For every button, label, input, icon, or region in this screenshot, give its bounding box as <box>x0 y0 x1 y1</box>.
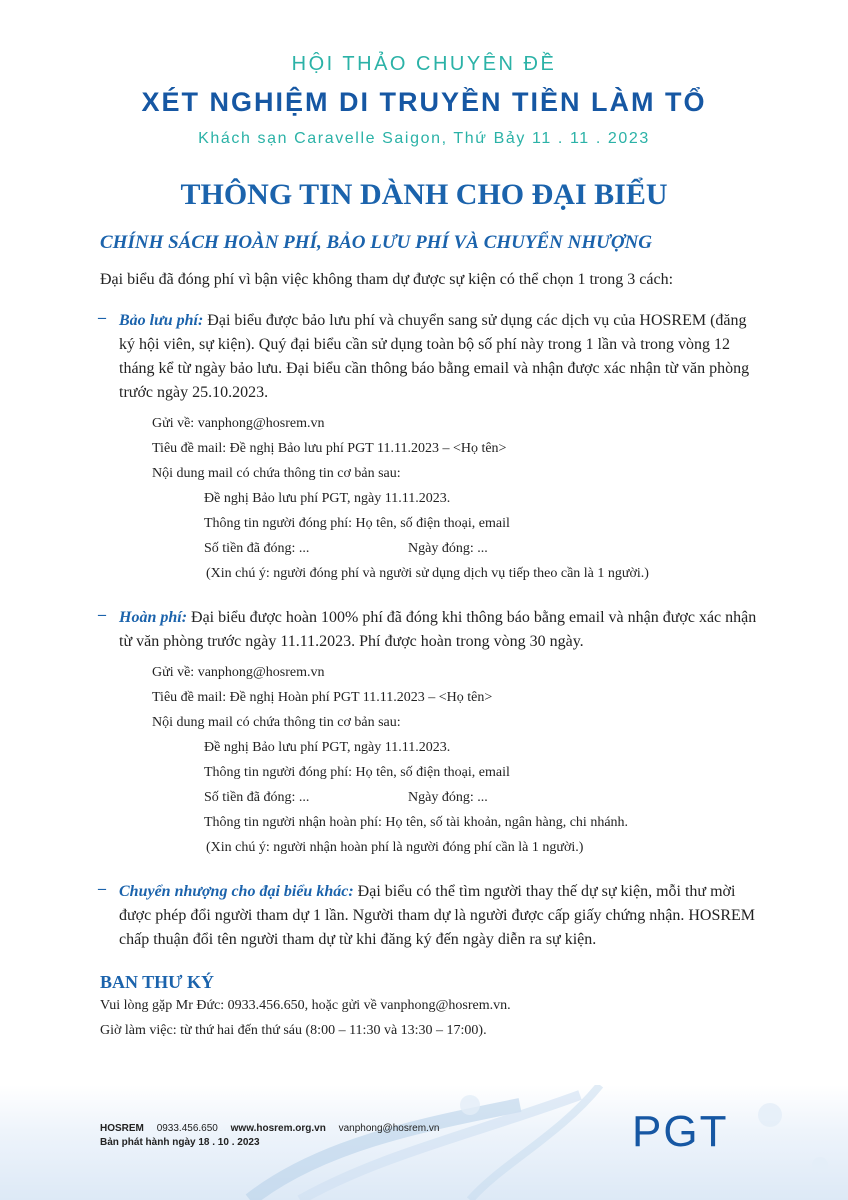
footer-phone: 0933.456.650 <box>156 1123 218 1134</box>
footer-org: HOSREM <box>100 1123 144 1134</box>
policy-intro: Đại biểu đã đóng phí vì bận việc không tham dự được sự kiện có thể chọn 1 trong 3 cách: <box>100 271 674 288</box>
refund-subject: Tiêu đề mail: Đề nghị Hoàn phí PGT 11.11.2023 – <Họ tên> <box>152 690 493 705</box>
refund-date: Ngày đóng: ... <box>408 790 488 805</box>
option-refund-text: Đại biểu được hoàn 100% phí đã đóng khi thông báo bằng email và nhận được xác nhận từ văn phòng trước ngày 11.11.2023. Phí được hoàn trong vòng 30 ngày. <box>119 609 757 650</box>
secretariat-heading: BAN THƯ KÝ <box>100 972 215 992</box>
dash-bullet: – <box>98 606 106 623</box>
pgt-logo: PGT <box>632 1107 729 1156</box>
secretariat-hours: Giờ làm việc: từ thứ hai đến thứ sáu (8:00 – 11:30 và 13:30 – 17:00). <box>100 1023 487 1038</box>
option-transfer <box>100 880 760 952</box>
main-content <box>100 232 760 1043</box>
event-venue-date: Khách sạn Caravelle Saigon, Thứ Bảy 11 . 11 . 2023 <box>198 130 650 147</box>
option-refund <box>100 606 760 860</box>
option-reserve-text: Đại biểu được bảo lưu phí và chuyển sang sử dụng các dịch vụ của HOSREM (đăng ký hội viên, sự kiện). Quý đại biểu cần sử dụng toàn bộ số phí này trong 1 lần và trong vòng 12 tháng kể từ ngày bảo lưu. Đại biểu cần thông báo bằng email và nhận được xác nhận từ văn phòng trước ngày 25.10.2023. <box>119 312 750 401</box>
refund-send-to: Gửi về: vanphong@hosrem.vn <box>152 665 325 680</box>
event-type: HỘI THẢO CHUYÊN ĐỀ <box>291 53 557 75</box>
option-reserve <box>100 309 760 586</box>
secretariat-contact: Vui lòng gặp Mr Đức: 0933.456.650, hoặc gửi về vanphong@hosrem.vn. <box>100 998 511 1013</box>
refund-content-intro: Nội dung mail có chứa thông tin cơ bản sau: <box>152 715 401 730</box>
reserve-date: Ngày đóng: ... <box>408 541 488 556</box>
policy-heading: CHÍNH SÁCH HOÀN PHÍ, BẢO LƯU PHÍ VÀ CHUYỂN NHƯỢNG <box>100 232 653 253</box>
footer-email-link[interactable]: vanphong@hosrem.vn <box>338 1123 440 1134</box>
reserve-payment-row <box>204 536 760 561</box>
refund-note: (Xin chú ý: người nhận hoàn phí là người đóng phí cần là 1 người.) <box>206 840 584 855</box>
refund-content-line: Đề nghị Bảo lưu phí PGT, ngày 11.11.2023. <box>204 740 451 755</box>
reserve-content-line: Thông tin người đóng phí: Họ tên, số điện thoại, email <box>204 516 510 531</box>
reserve-send-to: Gửi về: vanphong@hosrem.vn <box>152 416 325 431</box>
refund-mail-details <box>152 660 760 860</box>
footer-release-date: Bản phát hành ngày 18 . 10 . 2023 <box>100 1137 260 1148</box>
option-reserve-label: Bảo lưu phí: <box>119 312 204 329</box>
reserve-note: (Xin chú ý: người đóng phí và người sử dụng dịch vụ tiếp theo cần là 1 người.) <box>206 566 649 581</box>
refund-amount: Số tiền đã đóng: ... <box>204 790 310 805</box>
event-header <box>0 50 848 150</box>
footer-website-link[interactable]: www.hosrem.org.vn <box>230 1123 326 1134</box>
reserve-subject: Tiêu đề mail: Đề nghị Bảo lưu phí PGT 11.11.2023 – <Họ tên> <box>152 441 507 456</box>
dash-bullet: – <box>98 309 106 326</box>
event-title: XÉT NGHIỆM DI TRUYỀN TIỀN LÀM TỔ <box>141 87 707 117</box>
reserve-content-intro: Nội dung mail có chứa thông tin cơ bản sau: <box>152 466 401 481</box>
reserve-content-line: Đề nghị Bảo lưu phí PGT, ngày 11.11.2023. <box>204 491 451 506</box>
option-refund-label: Hoàn phí: <box>119 609 188 626</box>
dash-bullet: – <box>98 880 106 897</box>
reserve-amount: Số tiền đã đóng: ... <box>204 541 310 556</box>
option-transfer-text: Đại biểu có thể tìm người thay thế dự sự kiện, mỗi thư mời được phép đổi người tham dự 1 lần. Người tham dự là người được cấp giấy chứng nhận. HOSREM chấp thuận đổi tên người tham dự từ khi đăng ký đến ngày diễn ra sự kiện. <box>119 883 756 948</box>
refund-payment-row <box>204 785 760 810</box>
refund-content-line: Thông tin người đóng phí: Họ tên, số điện thoại, email <box>204 765 510 780</box>
page-footer <box>0 1085 848 1200</box>
refund-content-line: Thông tin người nhận hoàn phí: Họ tên, số tài khoản, ngân hàng, chi nhánh. <box>204 815 629 830</box>
footer-contact-line <box>100 1123 449 1134</box>
option-transfer-label: Chuyển nhượng cho đại biểu khác: <box>119 883 354 900</box>
page-title: THÔNG TIN DÀNH CHO ĐẠI BIỂU <box>180 178 668 211</box>
reserve-mail-details <box>152 411 760 586</box>
